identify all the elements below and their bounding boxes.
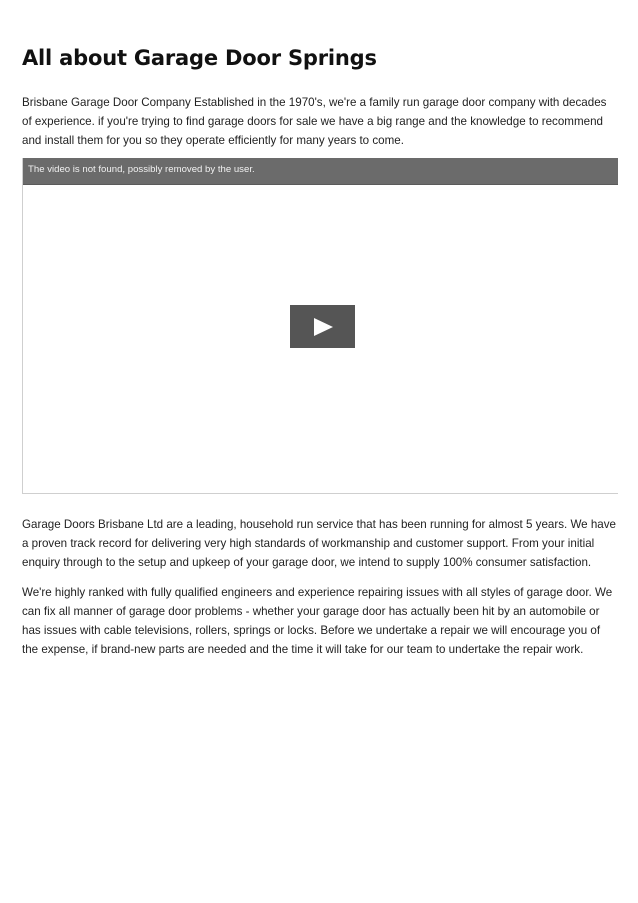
video-embed[interactable] — [22, 158, 618, 494]
repair-paragraph: We're highly ranked with fully qualified engineers and experience repairing issues with all styles of garage door. We can fix all manner of garage door problems - whether your garage door has actually been hit by an automobile or has issues with cable televisions, rollers, springs or locks. Before we undertake a repair we will encourage you of the expense, if brand-new parts are needed and the time it will take for our team to undertake the repair work. — [22, 586, 613, 656]
page-title: All about Garage Door Springs — [22, 46, 377, 70]
video-title-bar — [23, 158, 618, 185]
company-paragraph: Garage Doors Brisbane Ltd are a leading, household run service that has been running for almost 5 years. We have a proven track record for delivering very high standards of workmanship and customer support. From your initial enquiry through to the setup and upkeep of your garage door, we intend to supply 100% consumer satisfaction. — [22, 518, 616, 569]
play-icon — [312, 317, 334, 337]
play-button[interactable] — [290, 305, 355, 348]
video-error-message: The video is not found, possibly removed by the user. — [28, 164, 255, 175]
intro-paragraph: Brisbane Garage Door Company Established in the 1970's, we're a family run garage door company with decades of experience. if you're trying to find garage doors for sale we have a big range and the knowledge to recommend and install them for you so they operate efficiently for many years to come. — [22, 96, 607, 147]
